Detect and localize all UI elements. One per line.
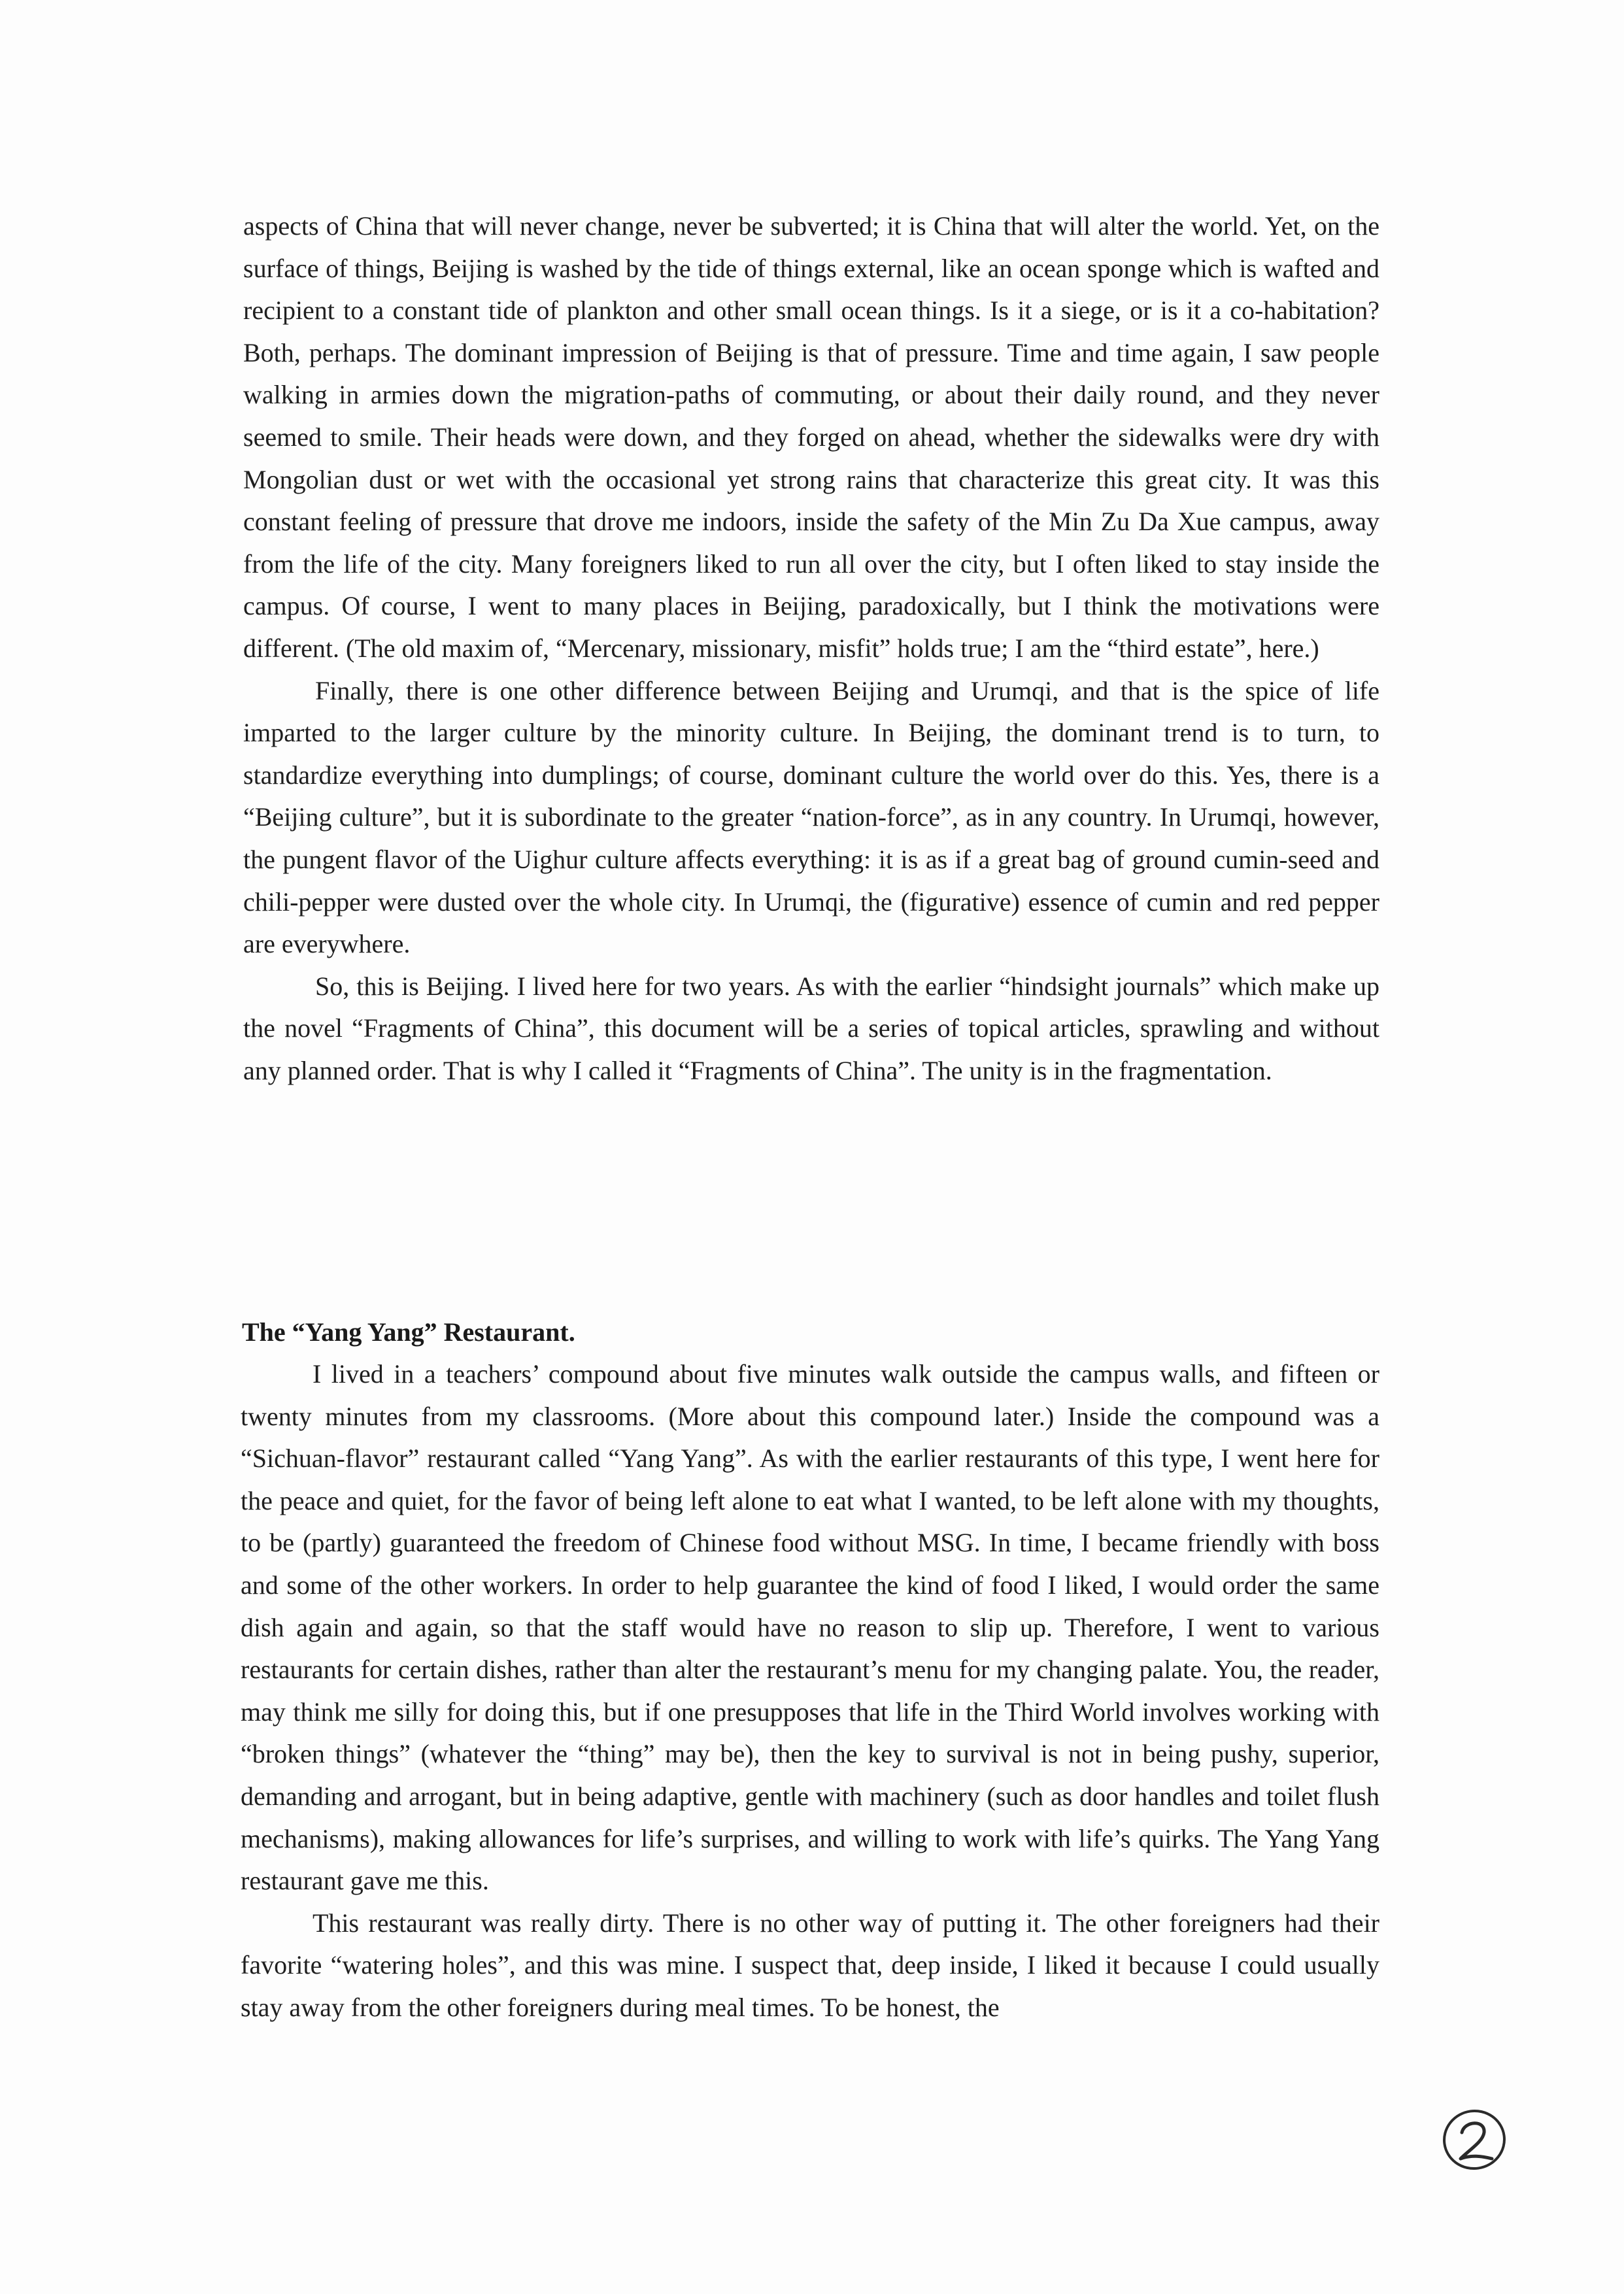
paragraph-restaurant-dirty: This restaurant was really dirty. There is no other way of putting it. The other foreigners had their favorite “watering holes”, and this was mine. I suspect that, deep inside, I liked it because I could usually stay away from the other foreigners during meal times. To be honest, the (241, 1908, 1379, 2022)
handwritten-page-number (1438, 2104, 1510, 2176)
paragraph-spice-of-life: Finally, there is one other difference between Beijing and Urumqi, and that is the spice of life imparted to the larger culture by the minority culture. In Beijing, the dominant trend is to turn, to standardize everything into dumplings; of course, dominant culture the world over do this. Yes, there is a “Beijing culture”, but it is subordinate to the greater “nation-force”, as in any country. In Urumqi, however, the pungent flavor of the Uighur culture affects everything: it is as if a great bag of ground cumin-seed and chili-pepper were dusted over the whole city. In Urumqi, the (figurative) essence of cumin and red pepper are everywhere. (243, 675, 1379, 959)
section-heading: The “Yang Yang” Restaurant. (242, 1317, 575, 1347)
body-text-bottom (241, 1353, 1379, 2029)
paragraph-continuation: aspects of China that will never change, never be subverted; it is China that will alter the world. Yet, on the surface of things, Beijing is washed by the tide of things external, like an ocean sponge which is wafted and recipient to a constant tide of plankton and other small ocean things. Is it a siege, or is it a co-habitation? Both, perhaps. The dominant impression of Beijing is that of pressure. Time and time again, I saw people walking in armies down the migration-paths of commuting, or about their daily round, and they never seemed to smile. Their heads were down, and they forged on ahead, whether the sidewalks were dry with Mongolian dust or wet with the occasional yet strong rains that characterize this great city. It was this constant feeling of pressure that drove me indoors, inside the safety of the Min Zu Da Xue campus, away from the life of the city. Many foreigners liked to run all over the city, but I often liked to stay inside the campus. Of course, I went to many places in Beijing, paradoxically, but I think the motivations were different. (The old maxim of, “Mercenary, missionary, misfit” holds true; I am the “third estate”, here.) (243, 211, 1379, 663)
paragraph-this-is-beijing: So, this is Beijing. I lived here for two years. As with the earlier “hindsight journals” which make up the novel “Fragments of China”, this document will be a series of topical articles, sprawling and without any planned order. That is why I called it “Fragments of China”. The unity is in the fragmentation. (243, 971, 1379, 1085)
paragraph-teachers-compound: I lived in a teachers’ compound about five minutes walk outside the campus walls, and fifteen or twenty minutes from my classrooms. (More about this compound later.) Inside the compound was a “Sichuan-flavor” restaurant called “Yang Yang”. As with the earlier restaurants of this type, I went here for the peace and quiet, for the favor of being left alone to eat what I wanted, to be left alone with my thoughts, to be (partly) guaranteed the freedom of Chinese food without MSG. In time, I became friendly with boss and some of the other workers. In order to help guarantee the kind of food I liked, I would order the same dish again and again, so that the staff would have no reason to slip up. Therefore, I went to various restaurants for certain dishes, rather than alter the restaurant’s menu for my changing palate. You, the reader, may think me silly for doing this, but if one presupposes that life in the Third World involves working with “broken things” (whatever the “thing” may be), then the key to survival is not in being pushy, superior, demanding and arrogant, but in being adaptive, gentle with machinery (such as door handles and toilet flush mechanisms), making allowances for life’s surprises, and willing to work with life’s quirks. The Yang Yang restaurant gave me this. (241, 1359, 1379, 1896)
body-text-top (243, 205, 1379, 1092)
